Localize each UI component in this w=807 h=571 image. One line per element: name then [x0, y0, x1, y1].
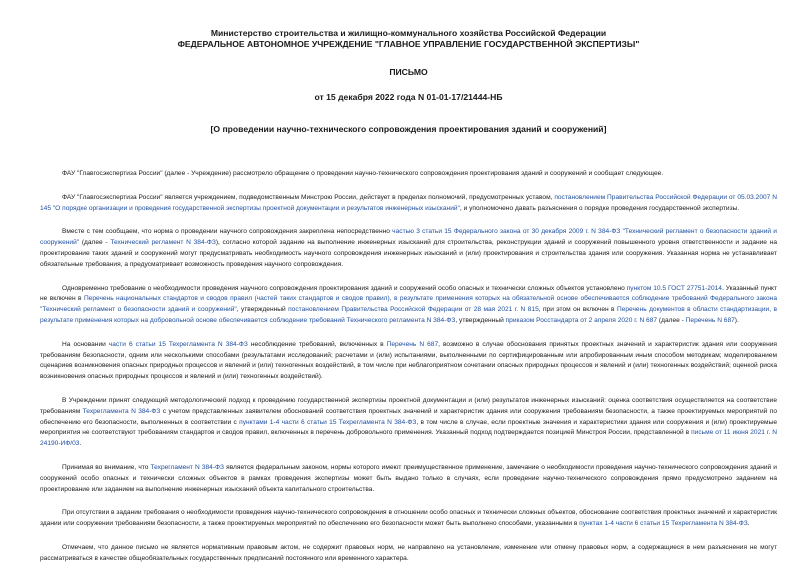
link-tech-regulation-384-third[interactable]: Техрегламент N 384-ФЗ: [150, 463, 225, 471]
document-body: [40, 169, 777, 565]
paragraph-4: Одновременно требование о необходимости проведения научного сопровождения проектирования зданий и сооружений особо опасных и технически сложных объектов установлено пунктом 10.5 ГОСТ 27751-2014. Указанный пункт не включен в Перечень национальных стандартов и сводов правил (частей таких стандартов и сводов правил), в результате применения которых на обязательной основе обеспечивается соблюдение требований Федерального закона "Технический регламент о безопасности зданий и сооружений", утвержденный постановлением Правительства Российской Федерации от 28 мая 2021 г. N 815, при этом он включен в Перечень документов в области стандартизации, в результате применения которых на добровольной основе обеспечивается соблюдение требований Технического регламента N 384-ФЗ, утвержденный приказом Росстандарта от 2 апреля 2020 г. N 687 (далее - Перечень N 687).: [40, 284, 777, 324]
paragraph-3: Вместе с тем сообщаем, что норма о проведении научного сопровождения закреплена непосредственно частью 3 статьи 15 Федерального закона от 30 декабря 2009 г. N 384-ФЗ "Технический регламент о безопасности зданий и сооружений" (далее - Технический регламент N 384-ФЗ), согласно которой задание на выполнение инженерных изысканий для строительства, реконструкции зданий и сооружений повышенного уровня ответственности и задание на проектирование таких зданий и сооружений могут предусматривать необходимость научного сопровождения инженерных изысканий и (или) проектирования и строительства здания или сооружения. Указанная норма не устанавливает обязательные требования, а предусматривает возможность проведения научного сопровождения.: [40, 228, 777, 268]
link-government-decree-145[interactable]: постановлением Правительства Российской Федерации от 05.03.2007 N 145 "О порядке организации и проведения государственной экспертизы проектной документации и результатов инженерных изысканий": [40, 193, 777, 212]
paragraph-8: При отсутствии в задании требования о необходимости проведения научно-технического сопровождения в отношении особо опасных и технически сложных объектов, обоснование соответствия проектных значений и характеристик здании или сооружении требованиям безопасности, а также проектируемых мероприятий по обеспечению его безопасности может быть выполнено способами, указанными в пунктах 1-4 части 6 статьи 15 Техрегламента N 384-ФЗ.: [40, 509, 777, 528]
link-list-687[interactable]: Перечень N 687: [685, 316, 735, 324]
agency-name: ФЕДЕРАЛЬНОЕ АВТОНОМНОЕ УЧРЕЖДЕНИЕ "ГЛАВНОЕ УПРАВЛЕНИЕ ГОСУДАРСТВЕННОЙ ЭКСПЕРТИЗЫ": [177, 39, 640, 49]
paragraph-5: На основании части 6 статьи 15 Техрегламента N 384-ФЗ несоблюдение требований, включенных в Перечень N 687, возможно в случае обоснования принятых проектных значений и характеристик здания или сооружения требованиям безопасности, одним или несколькими способами (результатами исследований; расчетами и (или) испытаниями, выполненными по сертифицированным или апробированным иным способом методикам; моделированием сценариев возникновения опасных природных процессов и явлений и (или) техногенных воздействий, в том числе при неблагоприятном сочетании опасных природных процессов и явлений и (или) техногенных воздействий; оценкой риска возникновения опасных природных процессов и явлений и (или) техногенных воздействий).: [40, 340, 777, 381]
link-mandatory-standards-list[interactable]: Перечень национальных стандартов и сводов правил (частей таких стандартов и сводов правил), в результате применения которых на обязательной основе обеспечивается соблюдение требований Федерального закона "Технический регламент о безопасности зданий и сооружений": [40, 295, 777, 314]
link-tech-regulation-384-second[interactable]: Техрегламента N 384-ФЗ: [82, 407, 161, 415]
link-points-1-4-article-15-second[interactable]: пунктах 1-4 части 6 статьи 15 Техрегламента N 384-ФЗ: [579, 520, 748, 528]
link-government-decree-815[interactable]: постановлением Правительства Российской Федерации от 28 мая 2021 г. N 815: [288, 306, 539, 314]
link-list-687-second[interactable]: Перечень N 687: [386, 340, 439, 348]
document-header: [40, 28, 777, 50]
link-voluntary-standards-list[interactable]: Перечень документов в области стандартизации, в результате применения которых на добровольной основе обеспечивается соблюдение требований Технического регламента N 384-ФЗ: [40, 306, 777, 324]
link-tech-regulation-384[interactable]: Технический регламент N 384-ФЗ: [110, 239, 216, 247]
paragraph-2: ФАУ "Главгосэкспертиза России" является учреждением, подведомственным Минстрою России, действует в пределах полномочий, предусмотренных уставом, постановлением Правительства Российской Федерации от 05.03.2007 N 145 "О порядке организации и проведения государственной экспертизы проектной документации и результатов инженерных изысканий", и уполномочено давать разъяснения о порядке проведения государственной экспертизы.: [40, 193, 777, 212]
link-letter-24190[interactable]: письме от 11 июня 2021 г. N 24190-ИФ/03: [40, 429, 777, 448]
paragraph-7: Принимая во внимание, что Техрегламент N 384-ФЗ является федеральным законом, нормы которого имеют преимущественное применение, замечание о необходимости проведения научно-технического сопровождения зданий и сооружений особо опасных и технически сложных объектов в рамках проведения экспертизы может быть выдано только в случаях, если проведение научно-технического сопровождения прямо предусмотрено заданием на проектирование или заданием на выполнение инженерных изысканий объекта капитального строительства.: [40, 463, 777, 493]
paragraph-6: В Учреждении принят следующий методологический подход к проведению государственной экспертизы проектной документации и (или) результатов инженерных изысканий: оценка соответствия осуществляется на соответствие требованиям Техрегламента N 384-ФЗ с учетом представленных заявителем обоснований соответствия проектных значений и характеристик здания или сооружения требованиям безопасности, а также проектируемых мероприятий по обеспечению его безопасности, выполненных в соответствии с пунктами 1-4 части 6 статьи 15 Техрегламента N 384-ФЗ, в том числе в случае, если проектные значения и характеристики здания или сооружения и (или) проектируемые мероприятия не соответствуют требованиям стандартов и сводов правил, включенных в перечень добровольного применения. Указанный подход подтверждается позицией Минстроя России, представленной в письме от 11 июня 2021 г. N 24190-ИФ/03.: [40, 396, 777, 448]
document-date-number: от 15 декабря 2022 года N 01-01-17/21444-НБ: [314, 92, 503, 102]
document-type: ПИСЬМО: [389, 67, 428, 77]
ministry-name: Министерство строительства и жилищно-коммунального хозяйства Российской Федерации: [210, 28, 607, 38]
link-rosstandart-order-687[interactable]: приказом Росстандарта от 2 апреля 2020 г. N 687: [505, 316, 658, 324]
link-part-6-article-15[interactable]: части 6 статьи 15 Техрегламента N 384-ФЗ: [108, 340, 248, 348]
document-subject: [О проведении научно-технического сопровождения проектирования зданий и сооружений]: [210, 124, 607, 134]
link-gost-27751[interactable]: пунктом 10.5 ГОСТ 27751-2014: [626, 284, 722, 292]
paragraph-9: Отмечаем, что данное письмо не является нормативным правовым актом, не содержит правовых норм, не направлено на установление, изменение или отмену правовых норм, а содержащиеся в нем разъяснения не могут рассматриваться в качестве общеобязательных государственных предписаний постоянного или временного характера.: [40, 543, 777, 562]
link-points-1-4-article-15[interactable]: пунктами 1-4 части 6 статьи 15 Техрегламента N 384-ФЗ: [239, 418, 417, 426]
link-federal-law-384[interactable]: частью 3 статьи 15 Федерального закона от 30 декабря 2009 г. N 384-ФЗ "Технический регламент о безопасности зданий и сооружений": [40, 228, 777, 247]
paragraph-1: ФАУ "Главгосэкспертиза России" (далее - Учреждение) рассмотрело обращение о проведении научно-технического сопровождения проектирования зданий и сооружений и сообщает следующее.: [62, 170, 664, 177]
